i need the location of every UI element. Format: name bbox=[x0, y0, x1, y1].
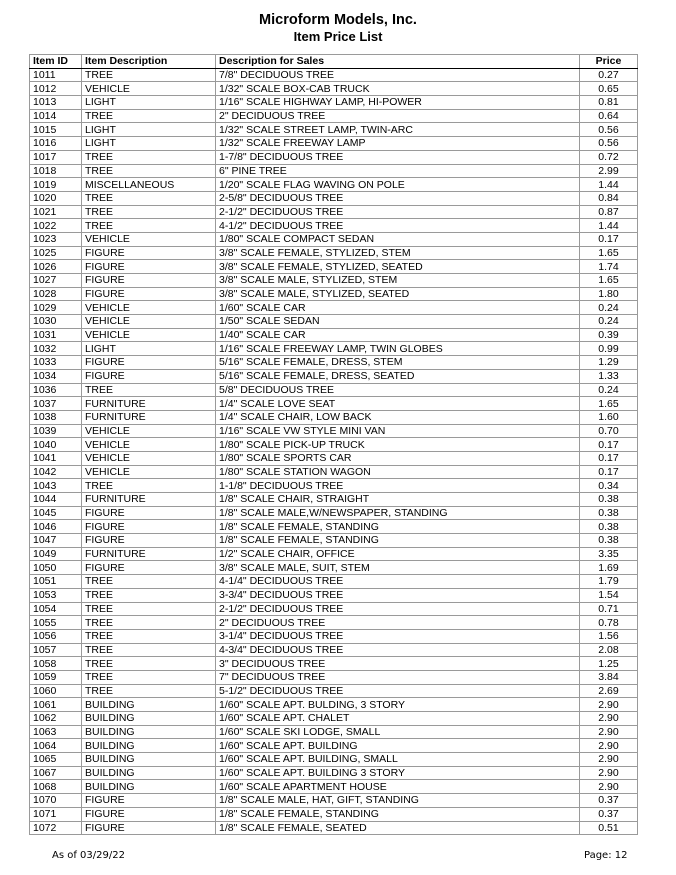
item-id-cell: 1070 bbox=[30, 794, 82, 808]
item-description-cell: TREE bbox=[82, 150, 216, 164]
sales-description-cell: 5/8" DECIDUOUS TREE bbox=[216, 383, 580, 397]
item-id-cell: 1038 bbox=[30, 410, 82, 424]
table-row bbox=[30, 588, 638, 602]
item-description-cell: FURNITURE bbox=[82, 397, 216, 411]
item-id-cell: 1018 bbox=[30, 164, 82, 178]
sales-description-cell: 3/8" SCALE FEMALE, STYLIZED, STEM bbox=[216, 246, 580, 260]
item-description-cell: TREE bbox=[82, 629, 216, 643]
sales-description-cell: 1/50" SCALE SEDAN bbox=[216, 315, 580, 329]
price-cell: 0.38 bbox=[580, 493, 638, 507]
table-row bbox=[30, 698, 638, 712]
header-row bbox=[30, 55, 638, 69]
sales-description-cell: 1/60" SCALE APT. CHALET bbox=[216, 712, 580, 726]
sales-description-cell: 1/80" SCALE SPORTS CAR bbox=[216, 451, 580, 465]
item-id-cell: 1034 bbox=[30, 369, 82, 383]
price-cell: 1.69 bbox=[580, 561, 638, 575]
price-cell: 0.70 bbox=[580, 424, 638, 438]
price-cell: 0.78 bbox=[580, 616, 638, 630]
price-cell: 0.51 bbox=[580, 821, 638, 835]
table-header bbox=[30, 55, 638, 69]
table-row bbox=[30, 328, 638, 342]
item-description-cell: FIGURE bbox=[82, 287, 216, 301]
item-id-cell: 1058 bbox=[30, 657, 82, 671]
sales-description-cell: 1-7/8" DECIDUOUS TREE bbox=[216, 150, 580, 164]
sales-description-cell: 2-1/2" DECIDUOUS TREE bbox=[216, 602, 580, 616]
item-id-cell: 1041 bbox=[30, 451, 82, 465]
table-row bbox=[30, 479, 638, 493]
table-row bbox=[30, 712, 638, 726]
item-id-cell: 1011 bbox=[30, 68, 82, 82]
sales-description-cell: 1/60" SCALE CAR bbox=[216, 301, 580, 315]
header-item-description: Item Description bbox=[82, 55, 216, 69]
price-cell: 1.44 bbox=[580, 219, 638, 233]
item-id-cell: 1072 bbox=[30, 821, 82, 835]
sales-description-cell: 3-3/4" DECIDUOUS TREE bbox=[216, 588, 580, 602]
table-row bbox=[30, 356, 638, 370]
sales-description-cell: 1/8" SCALE FEMALE, STANDING bbox=[216, 807, 580, 821]
item-description-cell: FIGURE bbox=[82, 794, 216, 808]
item-id-cell: 1029 bbox=[30, 301, 82, 315]
item-id-cell: 1054 bbox=[30, 602, 82, 616]
item-id-cell: 1023 bbox=[30, 232, 82, 246]
price-cell: 0.56 bbox=[580, 123, 638, 137]
sales-description-cell: 1/16" SCALE VW STYLE MINI VAN bbox=[216, 424, 580, 438]
price-cell: 1.80 bbox=[580, 287, 638, 301]
table-row bbox=[30, 178, 638, 192]
table-row bbox=[30, 629, 638, 643]
table-row bbox=[30, 575, 638, 589]
item-id-cell: 1062 bbox=[30, 712, 82, 726]
item-id-cell: 1056 bbox=[30, 629, 82, 643]
price-cell: 0.24 bbox=[580, 315, 638, 329]
item-description-cell: BUILDING bbox=[82, 698, 216, 712]
item-id-cell: 1039 bbox=[30, 424, 82, 438]
table-row bbox=[30, 725, 638, 739]
sales-description-cell: 1/60" SCALE APT. BULDING, 3 STORY bbox=[216, 698, 580, 712]
item-description-cell: VEHICLE bbox=[82, 315, 216, 329]
price-cell: 1.44 bbox=[580, 178, 638, 192]
table-row bbox=[30, 424, 638, 438]
item-id-cell: 1061 bbox=[30, 698, 82, 712]
price-cell: 0.39 bbox=[580, 328, 638, 342]
item-id-cell: 1025 bbox=[30, 246, 82, 260]
table-row bbox=[30, 274, 638, 288]
item-id-cell: 1045 bbox=[30, 506, 82, 520]
item-id-cell: 1022 bbox=[30, 219, 82, 233]
price-cell: 0.17 bbox=[580, 232, 638, 246]
table-row bbox=[30, 451, 638, 465]
table-row bbox=[30, 219, 638, 233]
sales-description-cell: 1/40" SCALE CAR bbox=[216, 328, 580, 342]
sales-description-cell: 1/2" SCALE CHAIR, OFFICE bbox=[216, 547, 580, 561]
item-description-cell: LIGHT bbox=[82, 137, 216, 151]
sales-description-cell: 1/60" SCALE APT. BUILDING 3 STORY bbox=[216, 766, 580, 780]
table-row bbox=[30, 520, 638, 534]
sales-description-cell: 1/8" SCALE FEMALE, SEATED bbox=[216, 821, 580, 835]
item-description-cell: BUILDING bbox=[82, 766, 216, 780]
price-cell: 1.54 bbox=[580, 588, 638, 602]
item-description-cell: VEHICLE bbox=[82, 82, 216, 96]
item-description-cell: FIGURE bbox=[82, 246, 216, 260]
price-cell: 2.90 bbox=[580, 753, 638, 767]
sales-description-cell: 4-3/4" DECIDUOUS TREE bbox=[216, 643, 580, 657]
item-id-cell: 1060 bbox=[30, 684, 82, 698]
item-description-cell: TREE bbox=[82, 164, 216, 178]
item-description-cell: FIGURE bbox=[82, 520, 216, 534]
sales-description-cell: 2-5/8" DECIDUOUS TREE bbox=[216, 191, 580, 205]
price-cell: 0.24 bbox=[580, 301, 638, 315]
item-description-cell: TREE bbox=[82, 602, 216, 616]
item-description-cell: FIGURE bbox=[82, 369, 216, 383]
price-cell: 0.17 bbox=[580, 465, 638, 479]
item-description-cell: VEHICLE bbox=[82, 232, 216, 246]
table-row bbox=[30, 82, 638, 96]
item-description-cell: TREE bbox=[82, 657, 216, 671]
table-row bbox=[30, 246, 638, 260]
table-row bbox=[30, 547, 638, 561]
price-cell: 1.56 bbox=[580, 629, 638, 643]
item-description-cell: TREE bbox=[82, 616, 216, 630]
table-row bbox=[30, 137, 638, 151]
price-cell: 0.64 bbox=[580, 109, 638, 123]
item-id-cell: 1057 bbox=[30, 643, 82, 657]
item-id-cell: 1042 bbox=[30, 465, 82, 479]
price-cell: 0.65 bbox=[580, 82, 638, 96]
item-description-cell: VEHICLE bbox=[82, 438, 216, 452]
sales-description-cell: 3/8" SCALE MALE, SUIT, STEM bbox=[216, 561, 580, 575]
item-id-cell: 1026 bbox=[30, 260, 82, 274]
item-description-cell: TREE bbox=[82, 670, 216, 684]
table-row bbox=[30, 602, 638, 616]
price-cell: 0.37 bbox=[580, 807, 638, 821]
item-id-cell: 1028 bbox=[30, 287, 82, 301]
item-description-cell: TREE bbox=[82, 383, 216, 397]
table-row bbox=[30, 561, 638, 575]
table-row bbox=[30, 383, 638, 397]
item-id-cell: 1014 bbox=[30, 109, 82, 123]
table-row bbox=[30, 96, 638, 110]
sales-description-cell: 1/60" SCALE APT. BUILDING, SMALL bbox=[216, 753, 580, 767]
item-id-cell: 1043 bbox=[30, 479, 82, 493]
table-row bbox=[30, 205, 638, 219]
as-of-date: As of 03/29/22 bbox=[52, 850, 125, 861]
item-id-cell: 1065 bbox=[30, 753, 82, 767]
item-description-cell: TREE bbox=[82, 109, 216, 123]
item-id-cell: 1040 bbox=[30, 438, 82, 452]
item-id-cell: 1012 bbox=[30, 82, 82, 96]
sales-description-cell: 2" DECIDUOUS TREE bbox=[216, 616, 580, 630]
header-price: Price bbox=[580, 55, 638, 69]
sales-description-cell: 3-1/4" DECIDUOUS TREE bbox=[216, 629, 580, 643]
sales-description-cell: 6" PINE TREE bbox=[216, 164, 580, 178]
sales-description-cell: 1/32" SCALE STREET LAMP, TWIN-ARC bbox=[216, 123, 580, 137]
price-cell: 1.25 bbox=[580, 657, 638, 671]
price-cell: 0.99 bbox=[580, 342, 638, 356]
item-description-cell: VEHICLE bbox=[82, 328, 216, 342]
sales-description-cell: 1/20" SCALE FLAG WAVING ON POLE bbox=[216, 178, 580, 192]
item-id-cell: 1021 bbox=[30, 205, 82, 219]
price-cell: 0.38 bbox=[580, 520, 638, 534]
price-cell: 2.69 bbox=[580, 684, 638, 698]
price-cell: 0.17 bbox=[580, 451, 638, 465]
item-description-cell: FURNITURE bbox=[82, 493, 216, 507]
sales-description-cell: 1/4" SCALE CHAIR, LOW BACK bbox=[216, 410, 580, 424]
sales-description-cell: 1/60" SCALE SKI LODGE, SMALL bbox=[216, 725, 580, 739]
item-id-cell: 1047 bbox=[30, 534, 82, 548]
item-id-cell: 1020 bbox=[30, 191, 82, 205]
item-description-cell: BUILDING bbox=[82, 753, 216, 767]
price-cell: 2.90 bbox=[580, 780, 638, 794]
item-description-cell: LIGHT bbox=[82, 123, 216, 137]
item-id-cell: 1027 bbox=[30, 274, 82, 288]
table-row bbox=[30, 807, 638, 821]
price-cell: 2.90 bbox=[580, 766, 638, 780]
item-id-cell: 1053 bbox=[30, 588, 82, 602]
price-cell: 0.87 bbox=[580, 205, 638, 219]
table-row bbox=[30, 342, 638, 356]
item-description-cell: FIGURE bbox=[82, 821, 216, 835]
price-cell: 2.08 bbox=[580, 643, 638, 657]
item-description-cell: VEHICLE bbox=[82, 424, 216, 438]
price-cell: 0.56 bbox=[580, 137, 638, 151]
table-row bbox=[30, 397, 638, 411]
report-title: Item Price List bbox=[293, 29, 383, 44]
price-cell: 0.34 bbox=[580, 479, 638, 493]
item-description-cell: TREE bbox=[82, 684, 216, 698]
sales-description-cell: 1/32" SCALE FREEWAY LAMP bbox=[216, 137, 580, 151]
table-row bbox=[30, 410, 638, 424]
sales-description-cell: 1/80" SCALE PICK-UP TRUCK bbox=[216, 438, 580, 452]
price-cell: 1.60 bbox=[580, 410, 638, 424]
item-id-cell: 1049 bbox=[30, 547, 82, 561]
price-cell: 1.74 bbox=[580, 260, 638, 274]
sales-description-cell: 1/8" SCALE MALE, HAT, GIFT, STANDING bbox=[216, 794, 580, 808]
item-id-cell: 1055 bbox=[30, 616, 82, 630]
price-list-table bbox=[29, 54, 638, 835]
header-item-id: Item ID bbox=[30, 55, 82, 69]
sales-description-cell: 1/16" SCALE HIGHWAY LAMP, HI-POWER bbox=[216, 96, 580, 110]
price-cell: 2.90 bbox=[580, 739, 638, 753]
table-row bbox=[30, 534, 638, 548]
item-id-cell: 1037 bbox=[30, 397, 82, 411]
price-cell: 2.90 bbox=[580, 725, 638, 739]
item-description-cell: FIGURE bbox=[82, 807, 216, 821]
item-description-cell: TREE bbox=[82, 643, 216, 657]
table-row bbox=[30, 164, 638, 178]
item-id-cell: 1030 bbox=[30, 315, 82, 329]
item-description-cell: MISCELLANEOUS bbox=[82, 178, 216, 192]
item-id-cell: 1032 bbox=[30, 342, 82, 356]
price-cell: 1.79 bbox=[580, 575, 638, 589]
price-cell: 1.65 bbox=[580, 274, 638, 288]
header-description-for-sales: Description for Sales bbox=[216, 55, 580, 69]
price-cell: 0.17 bbox=[580, 438, 638, 452]
table-row bbox=[30, 506, 638, 520]
item-id-cell: 1051 bbox=[30, 575, 82, 589]
item-id-cell: 1063 bbox=[30, 725, 82, 739]
item-description-cell: BUILDING bbox=[82, 780, 216, 794]
item-description-cell: VEHICLE bbox=[82, 451, 216, 465]
item-description-cell: FIGURE bbox=[82, 534, 216, 548]
item-id-cell: 1036 bbox=[30, 383, 82, 397]
sales-description-cell: 1/8" SCALE FEMALE, STANDING bbox=[216, 534, 580, 548]
item-description-cell: FIGURE bbox=[82, 260, 216, 274]
table-row bbox=[30, 684, 638, 698]
price-cell: 0.24 bbox=[580, 383, 638, 397]
item-id-cell: 1059 bbox=[30, 670, 82, 684]
item-description-cell: BUILDING bbox=[82, 712, 216, 726]
table-row bbox=[30, 493, 638, 507]
sales-description-cell: 4-1/2" DECIDUOUS TREE bbox=[216, 219, 580, 233]
table-row bbox=[30, 369, 638, 383]
item-id-cell: 1015 bbox=[30, 123, 82, 137]
table-row bbox=[30, 616, 638, 630]
sales-description-cell: 7/8" DECIDUOUS TREE bbox=[216, 68, 580, 82]
sales-description-cell: 1/16" SCALE FREEWAY LAMP, TWIN GLOBES bbox=[216, 342, 580, 356]
item-description-cell: BUILDING bbox=[82, 725, 216, 739]
sales-description-cell: 3" DECIDUOUS TREE bbox=[216, 657, 580, 671]
item-id-cell: 1013 bbox=[30, 96, 82, 110]
sales-description-cell: 1/80" SCALE COMPACT SEDAN bbox=[216, 232, 580, 246]
item-id-cell: 1016 bbox=[30, 137, 82, 151]
item-description-cell: TREE bbox=[82, 219, 216, 233]
price-cell: 0.72 bbox=[580, 150, 638, 164]
price-cell: 0.71 bbox=[580, 602, 638, 616]
item-id-cell: 1067 bbox=[30, 766, 82, 780]
sales-description-cell: 1/32" SCALE BOX-CAB TRUCK bbox=[216, 82, 580, 96]
table-row bbox=[30, 739, 638, 753]
item-description-cell: TREE bbox=[82, 588, 216, 602]
sales-description-cell: 1/8" SCALE MALE,W/NEWSPAPER, STANDING bbox=[216, 506, 580, 520]
item-description-cell: FIGURE bbox=[82, 506, 216, 520]
table-row bbox=[30, 438, 638, 452]
sales-description-cell: 3/8" SCALE MALE, STYLIZED, STEM bbox=[216, 274, 580, 288]
price-cell: 0.38 bbox=[580, 506, 638, 520]
table-row bbox=[30, 232, 638, 246]
sales-description-cell: 1/8" SCALE CHAIR, STRAIGHT bbox=[216, 493, 580, 507]
table-row bbox=[30, 465, 638, 479]
sales-description-cell: 4-1/4" DECIDUOUS TREE bbox=[216, 575, 580, 589]
sales-description-cell: 1-1/8" DECIDUOUS TREE bbox=[216, 479, 580, 493]
price-cell: 0.81 bbox=[580, 96, 638, 110]
item-description-cell: TREE bbox=[82, 479, 216, 493]
item-description-cell: FURNITURE bbox=[82, 547, 216, 561]
price-cell: 2.90 bbox=[580, 712, 638, 726]
sales-description-cell: 2" DECIDUOUS TREE bbox=[216, 109, 580, 123]
sales-description-cell: 3/8" SCALE MALE, STYLIZED, SEATED bbox=[216, 287, 580, 301]
item-description-cell: TREE bbox=[82, 68, 216, 82]
item-id-cell: 1019 bbox=[30, 178, 82, 192]
price-cell: 3.84 bbox=[580, 670, 638, 684]
sales-description-cell: 5/16" SCALE FEMALE, DRESS, SEATED bbox=[216, 369, 580, 383]
table-row bbox=[30, 643, 638, 657]
sales-description-cell: 2-1/2" DECIDUOUS TREE bbox=[216, 205, 580, 219]
sales-description-cell: 5-1/2" DECIDUOUS TREE bbox=[216, 684, 580, 698]
item-description-cell: TREE bbox=[82, 205, 216, 219]
sales-description-cell: 7" DECIDUOUS TREE bbox=[216, 670, 580, 684]
table-row bbox=[30, 670, 638, 684]
sales-description-cell: 5/16" SCALE FEMALE, DRESS, STEM bbox=[216, 356, 580, 370]
price-cell: 2.99 bbox=[580, 164, 638, 178]
item-description-cell: LIGHT bbox=[82, 96, 216, 110]
price-cell: 1.33 bbox=[580, 369, 638, 383]
item-description-cell: FIGURE bbox=[82, 561, 216, 575]
item-id-cell: 1068 bbox=[30, 780, 82, 794]
page-number: Page: 12 bbox=[584, 850, 628, 861]
price-cell: 2.90 bbox=[580, 698, 638, 712]
price-cell: 3.35 bbox=[580, 547, 638, 561]
item-description-cell: TREE bbox=[82, 191, 216, 205]
table-row bbox=[30, 753, 638, 767]
item-description-cell: FIGURE bbox=[82, 274, 216, 288]
sales-description-cell: 1/80" SCALE STATION WAGON bbox=[216, 465, 580, 479]
table-row bbox=[30, 794, 638, 808]
price-cell: 0.84 bbox=[580, 191, 638, 205]
price-cell: 0.27 bbox=[580, 68, 638, 82]
item-description-cell: BUILDING bbox=[82, 739, 216, 753]
price-cell: 0.38 bbox=[580, 534, 638, 548]
item-description-cell: LIGHT bbox=[82, 342, 216, 356]
table-row bbox=[30, 301, 638, 315]
item-description-cell: VEHICLE bbox=[82, 301, 216, 315]
company-name: Microform Models, Inc. bbox=[259, 12, 417, 28]
table-row bbox=[30, 68, 638, 82]
item-id-cell: 1044 bbox=[30, 493, 82, 507]
table-row bbox=[30, 315, 638, 329]
table-body bbox=[30, 68, 638, 835]
table-row bbox=[30, 191, 638, 205]
price-cell: 1.29 bbox=[580, 356, 638, 370]
item-id-cell: 1046 bbox=[30, 520, 82, 534]
item-id-cell: 1031 bbox=[30, 328, 82, 342]
table-row bbox=[30, 657, 638, 671]
item-description-cell: FIGURE bbox=[82, 356, 216, 370]
table-row bbox=[30, 123, 638, 137]
table-row bbox=[30, 287, 638, 301]
table-row bbox=[30, 109, 638, 123]
sales-description-cell: 1/60" SCALE APT. BUILDING bbox=[216, 739, 580, 753]
table-row bbox=[30, 766, 638, 780]
item-id-cell: 1033 bbox=[30, 356, 82, 370]
item-description-cell: VEHICLE bbox=[82, 465, 216, 479]
sales-description-cell: 1/4" SCALE LOVE SEAT bbox=[216, 397, 580, 411]
price-cell: 0.37 bbox=[580, 794, 638, 808]
table-row bbox=[30, 821, 638, 835]
table-row bbox=[30, 150, 638, 164]
sales-description-cell: 3/8" SCALE FEMALE, STYLIZED, SEATED bbox=[216, 260, 580, 274]
sales-description-cell: 1/60" SCALE APARTMENT HOUSE bbox=[216, 780, 580, 794]
price-cell: 1.65 bbox=[580, 397, 638, 411]
price-cell: 1.65 bbox=[580, 246, 638, 260]
sales-description-cell: 1/8" SCALE FEMALE, STANDING bbox=[216, 520, 580, 534]
item-id-cell: 1017 bbox=[30, 150, 82, 164]
item-id-cell: 1064 bbox=[30, 739, 82, 753]
item-id-cell: 1050 bbox=[30, 561, 82, 575]
item-description-cell: TREE bbox=[82, 575, 216, 589]
table-row bbox=[30, 260, 638, 274]
item-description-cell: FURNITURE bbox=[82, 410, 216, 424]
table-row bbox=[30, 780, 638, 794]
item-id-cell: 1071 bbox=[30, 807, 82, 821]
